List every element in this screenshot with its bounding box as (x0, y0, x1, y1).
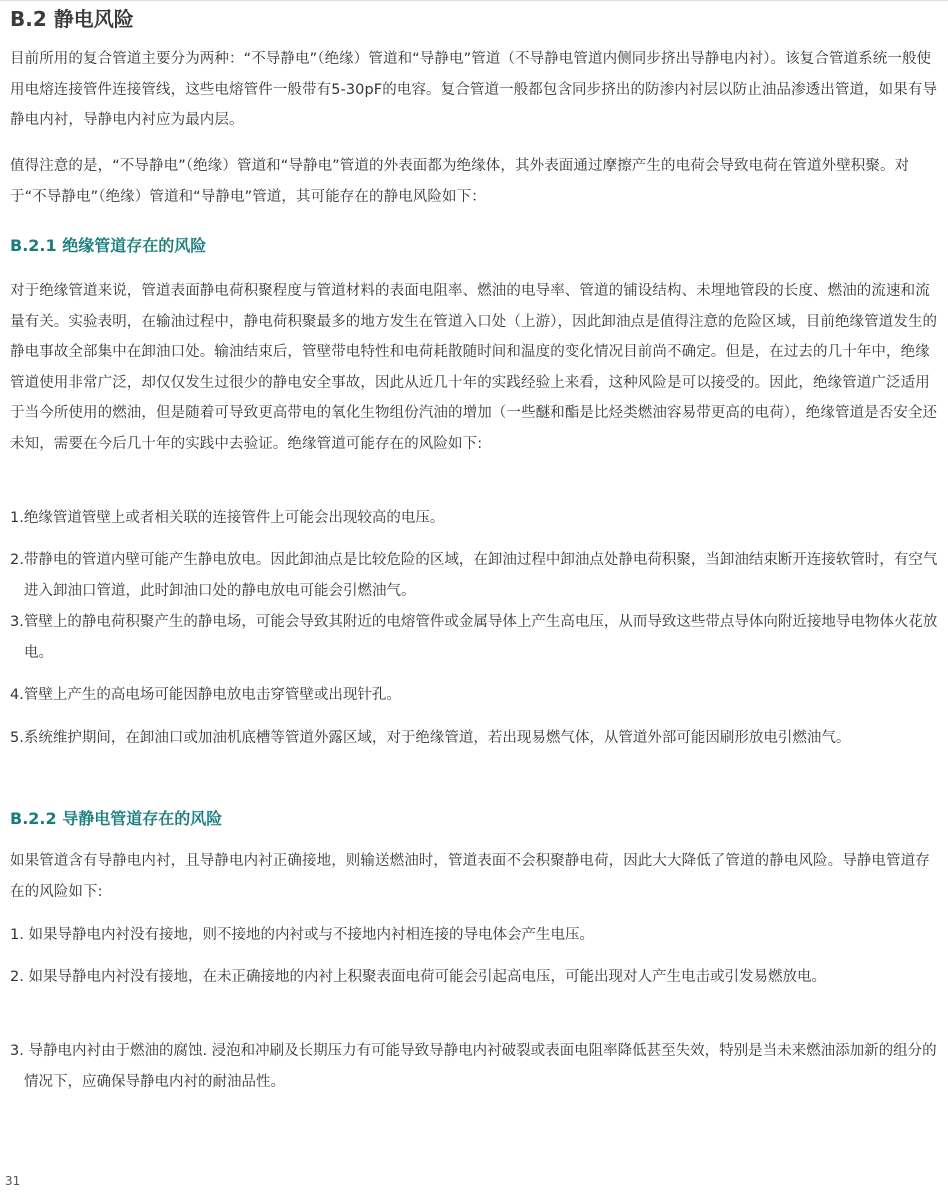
insulated-risk-item: 1.绝缘管道管壁上或者相关联的连接管件上可能会出现较高的电压。 (10, 510, 445, 526)
conductive-body-paragraph: 如果管道含有导静电内衬，且导静电内衬正确接地，则输送燃油时，管道表面不会积聚静电荷，因此大大降低了管道的静电风险。导静电管道存在的风险如下: (10, 853, 930, 900)
subsection-title-insulated: B.2.1 绝缘管道存在的风险 (10, 236, 207, 255)
intro-paragraph-1: 目前所用的复合管道主要分为两种：“不导静电”（绝缘）管道和“导静电”管道（不导静电管道内侧同步挤出导静电内衬）。该复合管道系统一般使用电熔连接管件连接管线，这些电熔管件一般带有5-30pF的电容。复合管道一般都包含同步挤出的防渗内衬层以防止油品渗透出管道，如果有导静电内衬，导静电内衬应为最内层。 (10, 51, 938, 128)
insulated-risk-item: 5.系统维护期间，在卸油口或加油机底槽等管道外露区域，对于绝缘管道，若出现易燃气体，从管道外部可能因刷形放电引燃油气。 (10, 730, 851, 746)
top-divider (0, 0, 948, 1)
insulated-body-paragraph: 对于绝缘管道来说，管道表面静电荷积聚程度与管道材料的表面电阻率、燃油的电导率、管道的铺设结构、未埋地管段的长度、燃油的流速和流量有关。实验表明，在输油过程中，静电荷积聚最多的地方发生在管道入口处（上游），因此卸油点是值得注意的危险区域，目前绝缘管道发生的静电事故全部集中在卸油口处。输油结束后，管壁带电特性和电荷耗散随时间和温度的变化情况目前尚不确定。但是，在过去的几十年中，绝缘管道使用非常广泛，却仅仅发生过很少的静电安全事故，因此从近几十年的实践经验上来看，这种风险是可以接受的。因此，绝缘管道广泛适用于当今所使用的燃油，但是随着可导致更高带电的氧化生物组份汽油的增加（一些醚和酯是比烃类燃油容易带更高的电荷），绝缘管道是否安全还未知，需要在今后几十年的实践中去验证。绝缘管道可能存在的风险如下: (10, 283, 938, 452)
insulated-risk-item: 2.带静电的管道内壁可能产生静电放电。因此卸油点是比较危险的区域，在卸油过程中卸油点处静电荷积聚，当卸油结束断开连接软管时，有空气进入卸油口管道，此时卸油口处的静电放电可能会引燃油气。 (10, 552, 938, 599)
insulated-risk-item: 4.管壁上产生的高电场可能因静电放电击穿管壁或出现针孔。 (10, 687, 401, 703)
conductive-risk-item: 1. 如果导静电内衬没有接地，则不接地的内衬或与不接地内衬相连接的导电体会产生电压。 (10, 927, 594, 943)
section-title: B.2 静电风险 (10, 7, 134, 31)
insulated-risk-item: 3.管壁上的静电荷积聚产生的静电场，可能会导致其附近的电熔管件或金属导体上产生高电压，从而导致这些带点导体向附近接地导电物体火花放电。 (10, 614, 938, 661)
intro-paragraph-2: 值得注意的是，“不导静电”（绝缘）管道和“导静电”管道的外表面都为绝缘体，其外表面通过摩擦产生的电荷会导致电荷在管道外壁积聚。对于“不导静电”（绝缘）管道和“导静电”管道，其可能存在的静电风险如下： (10, 158, 910, 205)
subsection-title-conductive: B.2.2 导静电管道存在的风险 (10, 809, 223, 828)
conductive-risk-item: 2. 如果导静电内衬没有接地，在未正确接地的内衬上积聚表面电荷可能会引起高电压，可能出现对人产生电击或引发易燃放电。 (10, 969, 826, 985)
conductive-risk-item: 3. 导静电内衬由于燃油的腐蚀. 浸泡和冲刷及长期压力有可能导致导静电内衬破裂或表面电阻率降低甚至失效，特别是当未来燃油添加新的组分的情况下，应确保导静电内衬的耐油品性。 (10, 1043, 937, 1090)
page-number: 31 (5, 1174, 21, 1188)
